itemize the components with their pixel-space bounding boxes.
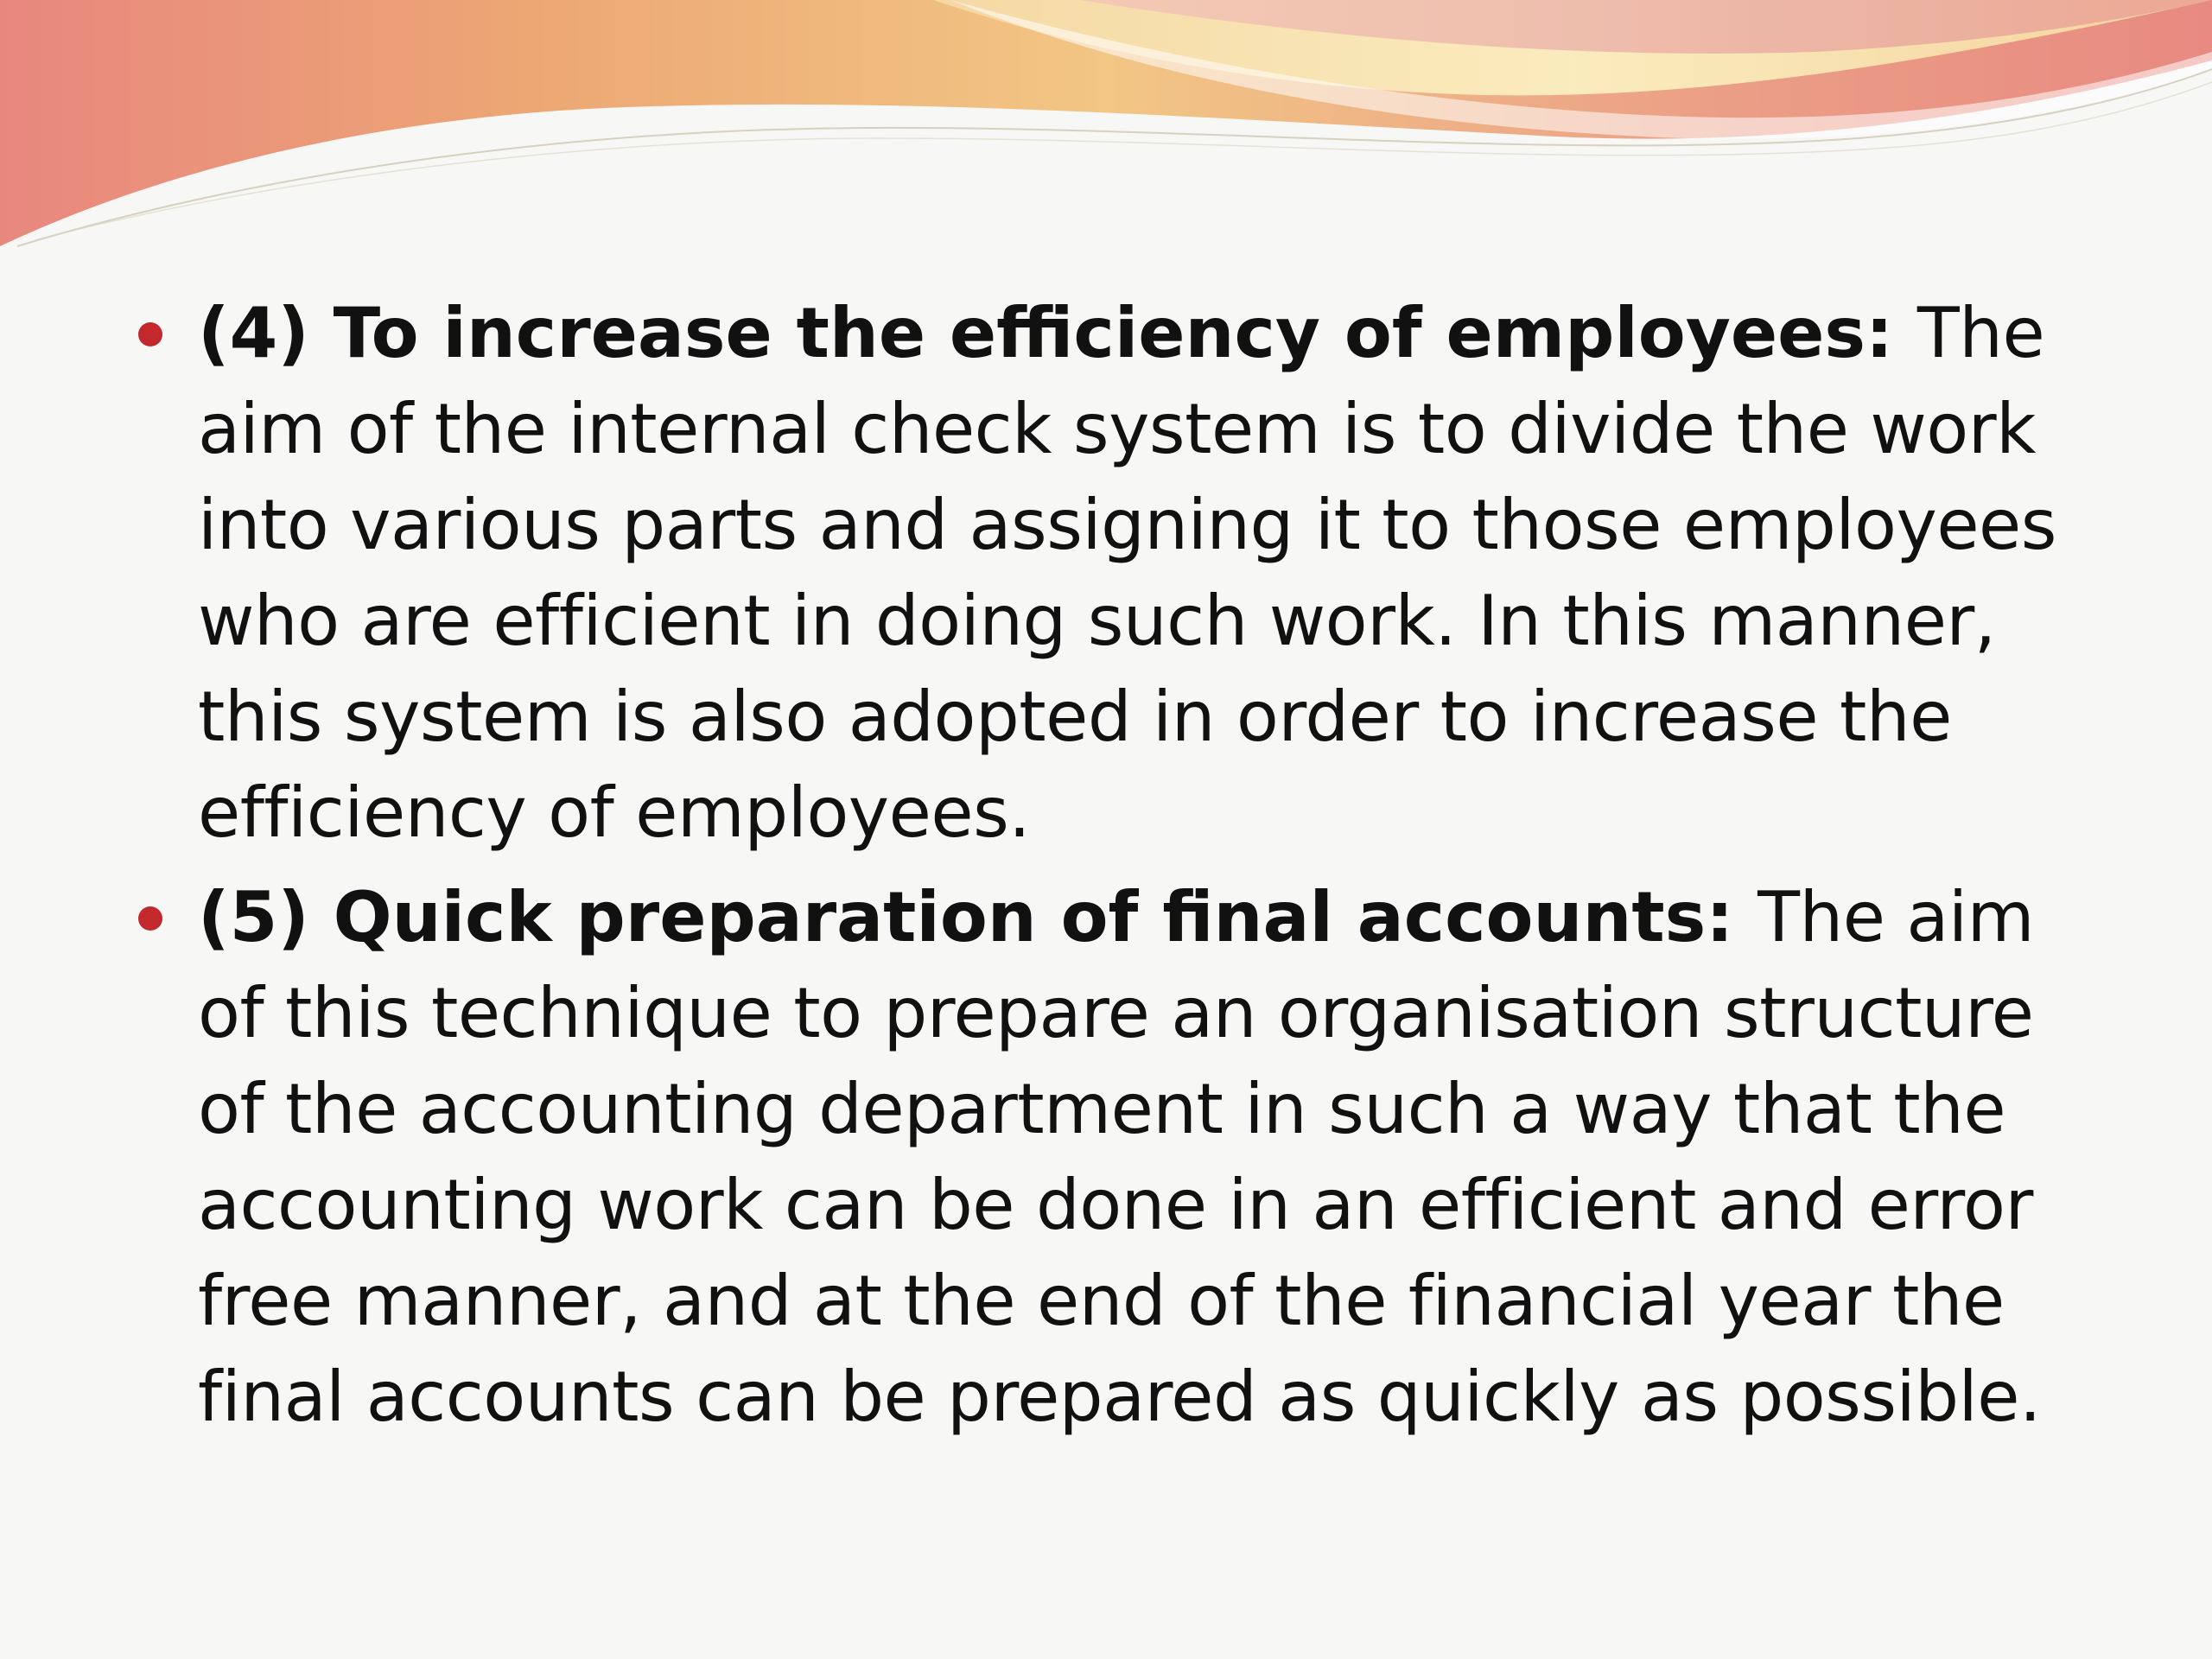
bullet-dot-icon [138, 906, 162, 931]
bullet-dot-icon [138, 322, 162, 346]
bullet-body: The aim of the internal check system is to divide the work into various parts and assigning it to those employees who are efficient in doing such work. In this manner, this system is also adopted in order to increase the efficiency of employees. [198, 293, 2056, 853]
bullet-list [131, 285, 2067, 1445]
bullet-item-5 [131, 869, 2067, 1445]
bullet-heading: (5) Quick preparation of final accounts: [198, 877, 1758, 957]
slide-content [131, 285, 2067, 1453]
bullet-body: The aim of this technique to prepare an organisation structure of the accounting department in such a way that the accounting work can be done in an efficient and error free manner, and at the end of the financial year the final accounts can be prepared as quickly as possible. [198, 877, 2041, 1437]
header-wave-decoration [0, 0, 2212, 268]
bullet-heading: (4) To increase the efficiency of employees: [198, 293, 1917, 373]
bullet-item-4 [131, 285, 2067, 861]
